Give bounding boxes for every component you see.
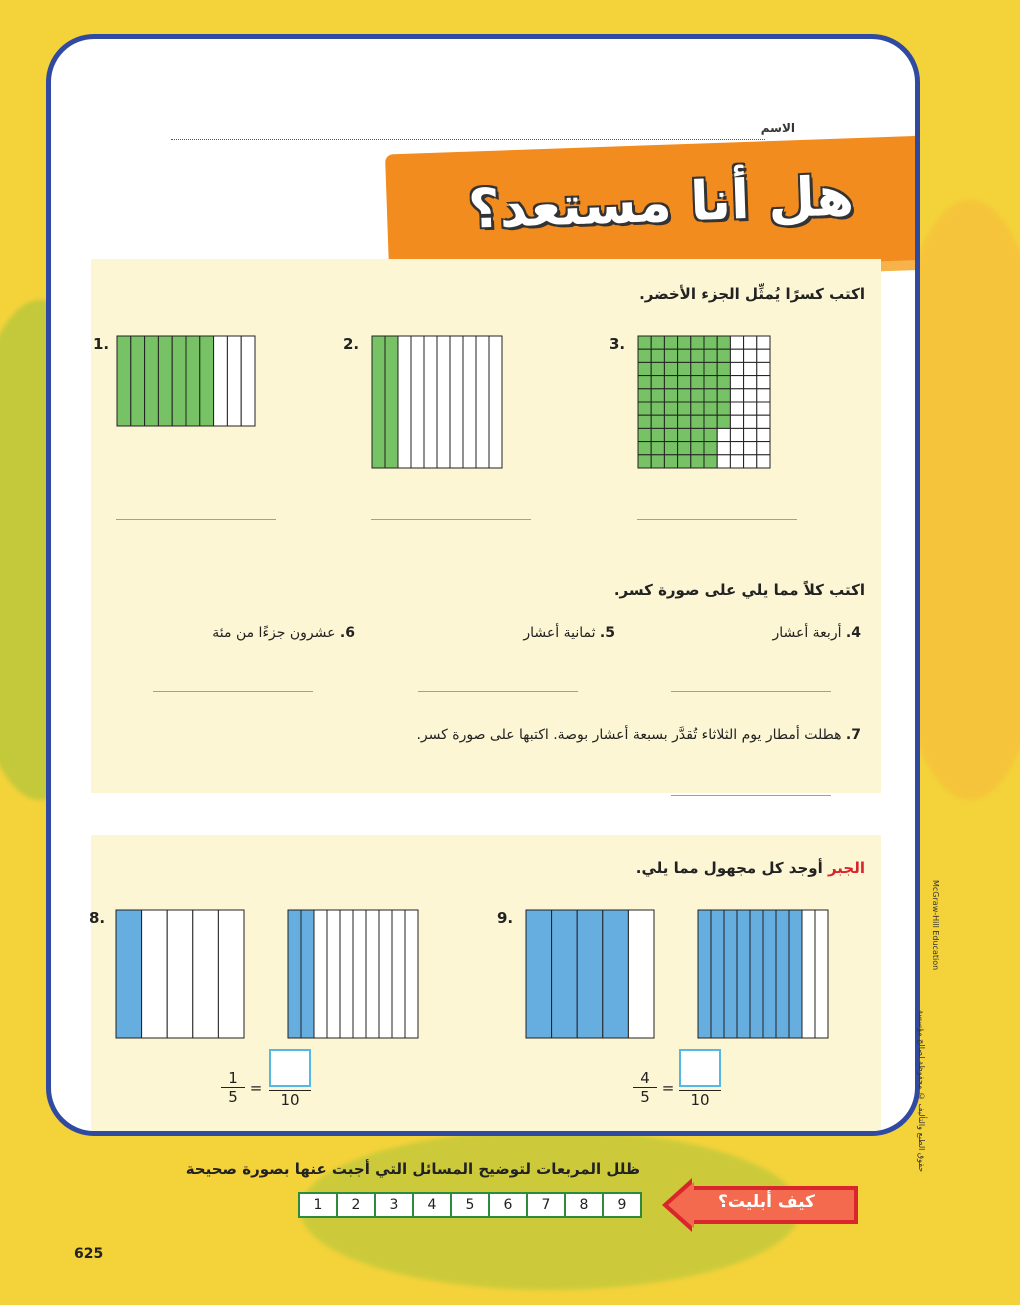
shaded-part [372, 336, 385, 468]
section1-instruction: اكتب كسرًا يُمثِّل الجزء الأخضر. [639, 285, 865, 303]
tracker-box[interactable]: 1 [300, 1194, 338, 1216]
unshaded-square [730, 376, 743, 389]
denominator: 5 [221, 1087, 245, 1106]
worksheet-card [46, 34, 920, 1136]
tracker-box[interactable]: 6 [490, 1194, 528, 1216]
shaded-square [704, 442, 717, 455]
unshaded-part [167, 910, 193, 1038]
shaded-square [651, 402, 664, 415]
publisher-credit: McGraw-Hill Education [931, 880, 940, 971]
shaded-part [288, 910, 301, 1038]
unshaded-part [392, 910, 405, 1038]
tracker-box[interactable]: 5 [452, 1194, 490, 1216]
shaded-square [678, 402, 691, 415]
unshaded-part [314, 910, 327, 1038]
problem-number: 3. [609, 335, 626, 353]
unshaded-square [757, 415, 770, 428]
fraction-unknown [679, 1049, 721, 1109]
unknown-input-box[interactable] [269, 1049, 311, 1087]
unshaded-part [489, 336, 502, 468]
shaded-square [691, 336, 704, 349]
shaded-square [691, 415, 704, 428]
section2-instruction: اكتب كلاً مما يلي على صورة كسر. [613, 581, 865, 599]
shaded-square [638, 415, 651, 428]
unshaded-part [353, 910, 366, 1038]
shaded-square [651, 349, 664, 362]
shaded-square [691, 376, 704, 389]
shaded-part [158, 336, 172, 426]
shaded-part [763, 910, 776, 1038]
unshaded-part [437, 336, 450, 468]
item-6 [135, 625, 355, 641]
shaded-square [704, 362, 717, 375]
shaded-square [678, 415, 691, 428]
shaded-square [691, 442, 704, 455]
shaded-square [704, 455, 717, 468]
fraction-model-tenths [287, 909, 419, 1039]
unshaded-square [717, 442, 730, 455]
item-number: 7. [845, 727, 861, 743]
unshaded-square [744, 442, 757, 455]
shaded-part [698, 910, 711, 1038]
shaded-part [711, 910, 724, 1038]
shaded-square [717, 402, 730, 415]
shaded-part [776, 910, 789, 1038]
item-4 [641, 625, 861, 641]
unshaded-square [757, 349, 770, 362]
unshaded-part [815, 910, 828, 1038]
page-number: 625 [74, 1246, 104, 1262]
denominator: 5 [633, 1087, 657, 1106]
algebra-instruction: أوجد كل مجهول مما يلي. [635, 859, 823, 877]
answer-line[interactable] [153, 691, 313, 692]
shaded-square [704, 415, 717, 428]
shaded-square [664, 402, 677, 415]
unshaded-part [142, 910, 168, 1038]
unshaded-part [327, 910, 340, 1038]
shaded-square [638, 349, 651, 362]
shaded-square [638, 376, 651, 389]
shaded-part [301, 910, 314, 1038]
unshaded-square [717, 455, 730, 468]
shaded-part [724, 910, 737, 1038]
shaded-square [678, 362, 691, 375]
unshaded-square [757, 428, 770, 441]
unshaded-part [476, 336, 489, 468]
shaded-square [651, 442, 664, 455]
shaded-square [664, 442, 677, 455]
shaded-part [603, 910, 629, 1038]
equals-sign: = [661, 1079, 675, 1097]
item-text: أربعة أعشار [772, 625, 842, 641]
item-text: ثمانية أعشار [523, 625, 596, 641]
shaded-square [664, 415, 677, 428]
shaded-part [172, 336, 186, 426]
unshaded-part [411, 336, 424, 468]
unshaded-part [366, 910, 379, 1038]
fraction-model-fifths [115, 909, 245, 1039]
shaded-square [664, 455, 677, 468]
unshaded-square [757, 402, 770, 415]
unshaded-square [730, 389, 743, 402]
unshaded-square [757, 376, 770, 389]
shaded-square [651, 428, 664, 441]
denominator: 10 [269, 1090, 311, 1109]
unshaded-square [744, 349, 757, 362]
unshaded-square [744, 376, 757, 389]
shaded-square [651, 415, 664, 428]
shaded-square [664, 336, 677, 349]
unshaded-square [757, 455, 770, 468]
fraction-model-fifths [525, 909, 655, 1039]
shaded-square [678, 376, 691, 389]
shaded-square [664, 349, 677, 362]
numerator: 4 [640, 1069, 650, 1087]
unshaded-square [744, 455, 757, 468]
unshaded-part [424, 336, 437, 468]
section3-instruction [265, 859, 865, 877]
shaded-square [638, 336, 651, 349]
problem-number: 2. [343, 335, 360, 353]
unshaded-square [717, 428, 730, 441]
unshaded-square [730, 349, 743, 362]
fraction-model-tenths [371, 335, 503, 469]
fraction-model-hundredths [637, 335, 771, 469]
shaded-square [651, 362, 664, 375]
how-did-i-do-label: كيف أبليت؟ [718, 1192, 815, 1212]
shaded-square [664, 376, 677, 389]
answer-line[interactable] [671, 795, 831, 796]
shaded-part [131, 336, 145, 426]
answer-line[interactable] [371, 519, 531, 520]
fraction [633, 1069, 657, 1106]
item-7 [161, 727, 861, 743]
shaded-square [638, 428, 651, 441]
shaded-part [526, 910, 552, 1038]
shaded-square [638, 389, 651, 402]
unshaded-part [405, 910, 418, 1038]
numerator: 1 [228, 1069, 238, 1087]
tracker-box[interactable]: 8 [566, 1194, 604, 1216]
unshaded-part [463, 336, 476, 468]
page-title: هل أنا مستعد؟ [467, 164, 855, 241]
shaded-part [385, 336, 398, 468]
problem-number: 8. [89, 909, 106, 927]
name-label: الاسم [760, 121, 795, 135]
shaded-square [664, 389, 677, 402]
fraction-unknown [269, 1049, 311, 1109]
shaded-square [717, 336, 730, 349]
unshaded-part [227, 336, 241, 426]
shaded-square [691, 389, 704, 402]
algebra-label: الجبر [827, 859, 865, 877]
shaded-part [200, 336, 214, 426]
unshaded-square [744, 336, 757, 349]
shaded-square [704, 349, 717, 362]
item-number: 5. [599, 625, 615, 641]
fraction [221, 1069, 245, 1106]
shaded-square [691, 362, 704, 375]
unshaded-square [744, 362, 757, 375]
unshaded-square [757, 389, 770, 402]
unshaded-part [802, 910, 815, 1038]
shaded-part [750, 910, 763, 1038]
answer-line[interactable] [116, 519, 276, 520]
shaded-square [678, 336, 691, 349]
answer-line[interactable] [671, 691, 831, 692]
unshaded-square [744, 389, 757, 402]
shaded-square [651, 376, 664, 389]
unshaded-square [744, 402, 757, 415]
unshaded-square [730, 362, 743, 375]
shaded-square [704, 376, 717, 389]
item-text: هطلت أمطار يوم الثلاثاء تُقدَّر بسبعة أعشار بوصة. اكتبها على صورة كسر. [416, 727, 842, 743]
unshaded-square [757, 336, 770, 349]
shaded-square [651, 455, 664, 468]
shaded-part [552, 910, 578, 1038]
shaded-square [717, 376, 730, 389]
shaded-square [664, 362, 677, 375]
shaded-part [145, 336, 159, 426]
unshaded-square [730, 336, 743, 349]
shaded-square [638, 402, 651, 415]
shaded-square [704, 402, 717, 415]
unshaded-part [340, 910, 353, 1038]
unshaded-square [730, 455, 743, 468]
answer-line[interactable] [637, 519, 797, 520]
unshaded-square [730, 415, 743, 428]
shaded-square [704, 428, 717, 441]
progress-tracker [298, 1192, 642, 1218]
item-5 [395, 625, 615, 641]
shaded-square [704, 389, 717, 402]
denominator: 10 [679, 1090, 721, 1109]
unshaded-square [730, 402, 743, 415]
unshaded-square [730, 442, 743, 455]
unshaded-part [193, 910, 219, 1038]
tracker-box[interactable]: 7 [528, 1194, 566, 1216]
tracker-box[interactable]: 3 [376, 1194, 414, 1216]
unshaded-part [628, 910, 654, 1038]
shaded-part [116, 910, 142, 1038]
shaded-part [737, 910, 750, 1038]
fraction-model-tenths [697, 909, 829, 1039]
shaded-part [117, 336, 131, 426]
name-field[interactable] [171, 139, 765, 140]
shaded-square [651, 389, 664, 402]
item-number: 6. [339, 625, 355, 641]
unshaded-square [730, 428, 743, 441]
tracker-box[interactable]: 9 [617, 1197, 627, 1213]
shaded-square [691, 455, 704, 468]
shaded-square [704, 336, 717, 349]
shaded-square [717, 362, 730, 375]
problem-number: 9. [497, 909, 514, 927]
shaded-square [678, 389, 691, 402]
shaded-square [678, 428, 691, 441]
tracker-box[interactable]: 4 [414, 1194, 452, 1216]
shaded-square [651, 336, 664, 349]
unshaded-square [744, 415, 757, 428]
unshaded-square [757, 442, 770, 455]
shaded-square [678, 442, 691, 455]
unshaded-square [757, 362, 770, 375]
shaded-square [717, 349, 730, 362]
item-text: عشرون جزءًا من مئة [212, 625, 336, 641]
shaded-square [638, 455, 651, 468]
shaded-square [678, 455, 691, 468]
unshaded-part [379, 910, 392, 1038]
shaded-square [638, 442, 651, 455]
unknown-input-box[interactable] [679, 1049, 721, 1087]
equals-sign: = [249, 1079, 263, 1097]
unshaded-part [241, 336, 255, 426]
fraction-model-tenths [116, 335, 256, 427]
shaded-square [691, 428, 704, 441]
unshaded-part [214, 336, 228, 426]
problem-number: 1. [93, 335, 110, 353]
item-number: 4. [845, 625, 861, 641]
shaded-square [678, 349, 691, 362]
shaded-square [691, 402, 704, 415]
unshaded-part [450, 336, 463, 468]
shaded-square [638, 362, 651, 375]
unshaded-square [744, 428, 757, 441]
tracker-box[interactable]: 2 [338, 1194, 376, 1216]
unshaded-part [398, 336, 411, 468]
shaded-square [664, 428, 677, 441]
unshaded-part [218, 910, 244, 1038]
shaded-square [691, 349, 704, 362]
shaded-part [789, 910, 802, 1038]
copyright-notice: حقوق الطبع والتأليف © محفوظة لصالح مؤسسة [917, 1010, 926, 1173]
shaded-square [717, 389, 730, 402]
shaded-part [577, 910, 603, 1038]
tracker-instruction: ظلل المربعات لتوضيح المسائل التي أجبت عنها بصورة صحيحة [185, 1160, 640, 1178]
shaded-square [717, 415, 730, 428]
shaded-part [186, 336, 200, 426]
answer-line[interactable] [418, 691, 578, 692]
